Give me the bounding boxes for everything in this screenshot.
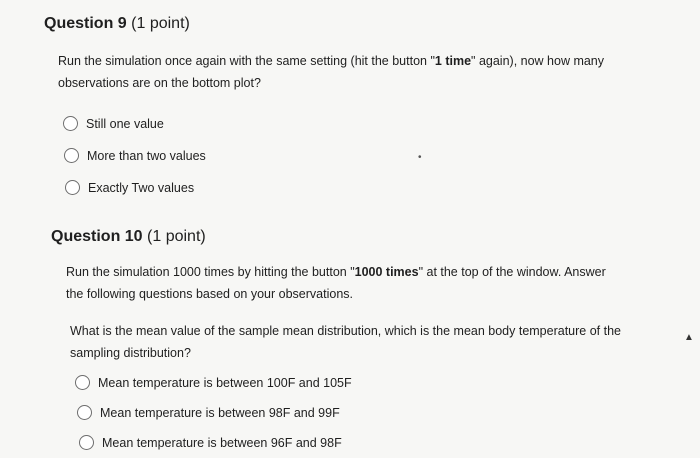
question-10-prompt-line2: the following questions based on your observations. [66, 287, 353, 301]
mouse-cursor-icon: ▲ [684, 332, 694, 343]
q10-option-96-98[interactable] [79, 435, 342, 450]
subquestion-line1: What is the mean value of the sample mean distribution, which is the mean body temperature of the [70, 324, 621, 338]
option-label: Mean temperature is between 96F and 98F [102, 435, 342, 450]
prompt-emphasis: 1000 times [354, 265, 419, 279]
q10-option-100-105[interactable] [75, 375, 352, 390]
q9-option-exactly-two-values[interactable] [65, 180, 194, 195]
question-9-prompt-line2: observations are on the bottom plot? [58, 76, 261, 90]
question-10-prompt-line1 [66, 261, 666, 283]
prompt-text: Run the simulation 1000 times by hitting the button " [66, 265, 355, 279]
prompt-text: " at the top of the window. Answer [418, 265, 606, 279]
prompt-emphasis: 1 time [434, 54, 472, 68]
prompt-text: Run the simulation once again with the same setting (hit the button " [58, 54, 435, 68]
question-9-prompt [58, 50, 658, 94]
radio-button-icon[interactable] [64, 148, 79, 163]
question-9-label: Question 9 [44, 15, 127, 32]
option-label: Mean temperature is between 98F and 99F [100, 405, 340, 420]
option-label: Exactly Two values [88, 180, 195, 195]
option-label: More than two values [87, 148, 206, 163]
question-10-prompt [66, 261, 666, 305]
q9-option-still-one-value[interactable] [63, 116, 164, 131]
option-label: Still one value [86, 116, 164, 131]
prompt-text: " again), now how many [471, 54, 605, 68]
question-9-prompt-line1 [58, 50, 658, 72]
radio-button-icon[interactable] [75, 375, 90, 390]
question-10-title [51, 228, 206, 246]
subquestion-line2: sampling distribution? [70, 346, 191, 360]
question-9-title [44, 15, 190, 33]
radio-button-icon[interactable] [77, 405, 92, 420]
option-label: Mean temperature is between 100F and 105F [98, 375, 352, 390]
question-10-points: (1 point) [147, 228, 206, 245]
q9-option-more-than-two-values[interactable] [64, 148, 206, 163]
radio-button-icon[interactable] [63, 116, 78, 131]
q10-option-98-99[interactable] [77, 405, 340, 420]
question-9-points: (1 point) [131, 15, 190, 32]
question-10-label: Question 10 [51, 228, 143, 245]
stray-dot-icon: • [418, 152, 422, 163]
radio-button-icon[interactable] [65, 180, 80, 195]
question-10-subquestion [70, 320, 670, 364]
radio-button-icon[interactable] [79, 435, 94, 450]
